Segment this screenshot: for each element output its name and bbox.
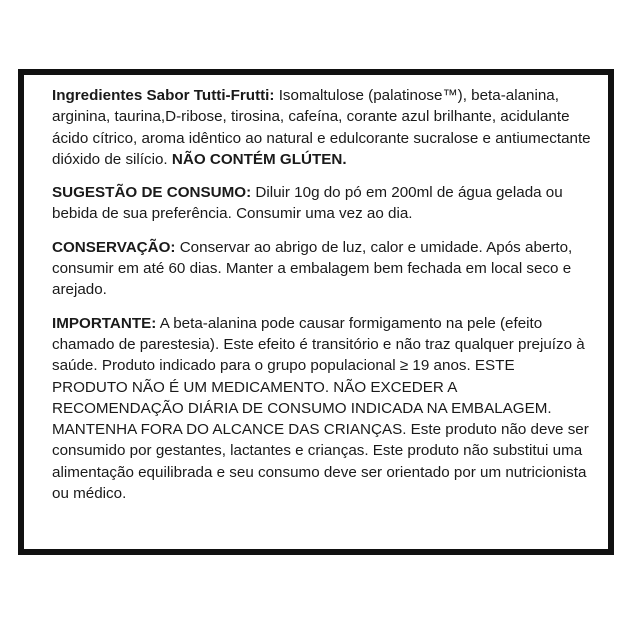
suggestion-text: Diluir 10g do pó em 200ml de água gelada ou bebida de sua preferência. Consumir uma vez ao dia. <box>52 184 563 223</box>
suggestion-heading: SUGESTÃO DE CONSUMO: <box>52 184 252 202</box>
ingredients-text: Isomaltulose (palatinose™), beta-alanina, arginina, taurina,D-ribose, tirosina, cafeína, corante azul brilhante, acidulante ácido cítrico, aroma idêntico ao natural e edulcorante sucralose e antiumectante dióxido de silício. <box>52 87 591 168</box>
important-heading: IMPORTANTE: <box>52 314 157 332</box>
product-label-box <box>18 69 614 555</box>
suggestion-paragraph <box>52 182 592 225</box>
conservation-heading: CONSERVAÇÃO: <box>52 238 176 256</box>
conservation-paragraph <box>52 237 592 301</box>
ingredients-paragraph <box>52 85 592 170</box>
ingredients-heading: Ingredientes Sabor Tutti-Frutti: <box>52 87 275 104</box>
gluten-warning: NÃO CONTÉM GLÚTEN. <box>171 150 347 168</box>
conservation-text: Conservar ao abrigo de luz, calor e umidade. Após aberto, consumir em até 60 dias. Manter a embalagem bem fechada em local seco e arejado. <box>52 238 573 299</box>
important-text: A beta-alanina pode causar formigamento na pele (efeito chamado de parestesia). Este efeito é transitório e não traz qualquer prejuízo à saúde. Produto indicado para o grupo populacional ≥ 19 anos. ESTE PRODUTO NÃO É UM MEDICAMENTO. NÃO EXCEDER A RECOMENDAÇÃO DIÁRIA DE CONSUMO INDICADA NA EMBALAGEM. MANTENHA FORA DO ALCANCE DAS CRIANÇAS. Este produto não deve ser consumido por gestantes, lactantes e crianças. Este produto não substitui uma alimentação equilibrada e seu consumo deve ser orientado por um nutricionista ou médico. <box>52 314 589 503</box>
label-content <box>52 85 592 516</box>
important-paragraph <box>52 313 592 505</box>
